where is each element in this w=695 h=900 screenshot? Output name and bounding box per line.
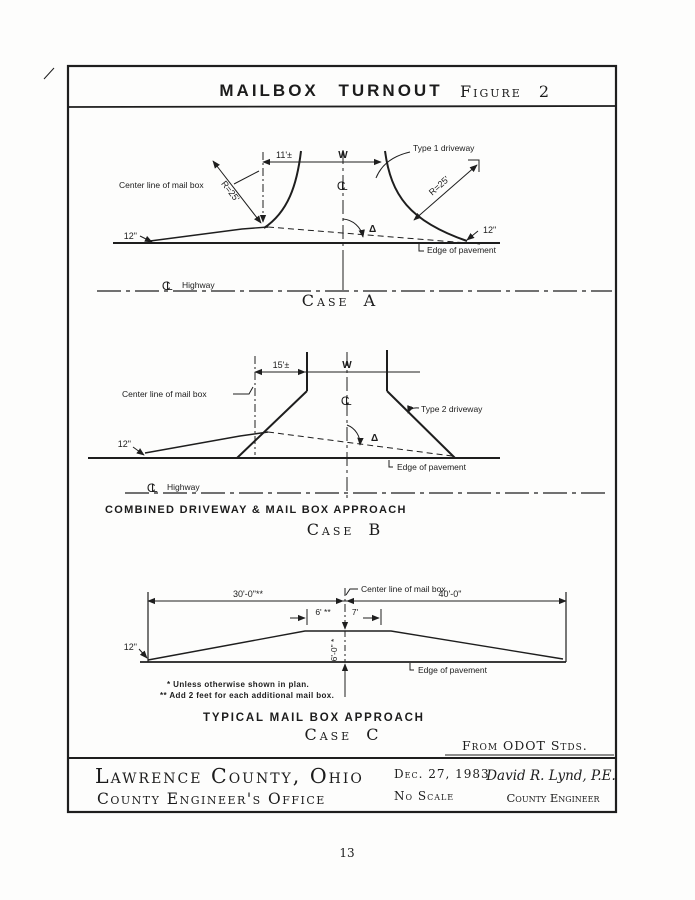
case-a-driveway-curve-right bbox=[385, 151, 467, 241]
source-note: From ODOT Stds. bbox=[462, 738, 588, 753]
county-name: Lawrence County, Ohio bbox=[95, 764, 364, 788]
case-a-curb-tick-left bbox=[140, 236, 152, 242]
case-a-radius-corner-mark bbox=[468, 160, 479, 172]
case-c-height-dimension: 6'-0" * bbox=[329, 638, 339, 662]
case-c-diagram bbox=[124, 584, 566, 744]
case-b-subtitle: COMBINED DRIVEWAY & MAIL BOX APPROACH bbox=[105, 504, 407, 516]
case-c-curb-label-left: 12" bbox=[123, 642, 137, 652]
case-b-curb-label-left: 12" bbox=[117, 439, 131, 449]
case-c-mailbox-centerline-label: Center line of mail box bbox=[361, 584, 446, 594]
case-c-mailbox-label-leader bbox=[346, 589, 358, 595]
drawing-date: Dec. 27, 1983 bbox=[394, 767, 490, 781]
case-c-edge-of-pavement-label: Edge of pavement bbox=[418, 665, 487, 675]
page-title: MAILBOX TURNOUT bbox=[219, 81, 443, 100]
case-c-inner-dimension-right: 7' bbox=[351, 607, 359, 617]
engineer-title: County Engineer bbox=[506, 791, 600, 805]
edge-of-pavement-tick bbox=[419, 244, 424, 251]
case-a-curb-tick-right bbox=[467, 231, 478, 240]
office-name: County Engineer's Office bbox=[97, 790, 326, 808]
case-a-offset-dimension: 11'± bbox=[275, 150, 293, 160]
case-c-inner-dimension-left: 6' ** bbox=[315, 607, 331, 617]
title-block bbox=[68, 738, 616, 808]
case-b-highway-label: Highway bbox=[167, 482, 200, 492]
case-a-centerline-symbol: CL bbox=[336, 179, 344, 193]
case-a-highway-label: Highway bbox=[182, 280, 215, 290]
case-a-driveway-type-label: Type 1 driveway bbox=[413, 143, 475, 153]
case-c-note-1: * Unless otherwise shown in plan. bbox=[167, 680, 310, 689]
page-number: 13 bbox=[339, 846, 355, 860]
case-a-radius-label-right: R=25' bbox=[426, 174, 452, 198]
case-a-curb-label-right: 12" bbox=[483, 225, 497, 235]
figure-number: Figure 2 bbox=[460, 82, 552, 101]
engineer-signature: David R. Lynd, P.E. bbox=[486, 768, 616, 784]
case-a-driveway-type-leader bbox=[376, 152, 410, 178]
drawing-scale: No Scale bbox=[394, 789, 455, 803]
case-b-edge-of-pavement-label: Edge of pavement bbox=[397, 462, 466, 472]
case-a-radius-arrow-right bbox=[414, 165, 477, 220]
case-a-edge-of-pavement-label: Edge of pavement bbox=[427, 245, 496, 255]
case-c-turnout-taper-line bbox=[148, 631, 563, 660]
case-a-delta-symbol: Δ bbox=[369, 224, 377, 235]
case-b-turnout-taper-line bbox=[145, 432, 268, 453]
case-a-width-label: W bbox=[338, 150, 348, 161]
sheet-border bbox=[68, 66, 616, 812]
case-b-flare-right bbox=[387, 391, 455, 458]
case-c-dimension-left: 30'-0"** bbox=[233, 589, 263, 599]
case-a-turnout-taper-line bbox=[150, 227, 268, 241]
case-c-dimension-right: 40'-0" bbox=[438, 589, 462, 599]
case-a-title: Case A bbox=[301, 291, 379, 310]
case-a-driveway-curve-left bbox=[264, 151, 301, 228]
case-b-width-label: W bbox=[342, 360, 352, 371]
case-a-diagram bbox=[97, 143, 612, 310]
case-a-curb-label-left: 12" bbox=[123, 231, 137, 241]
case-c-title: Case C bbox=[304, 725, 382, 744]
case-c-subtitle: TYPICAL MAIL BOX APPROACH bbox=[203, 712, 425, 724]
case-b-title: Case B bbox=[306, 520, 384, 539]
case-c-note-2: ** Add 2 feet for each additional mail box. bbox=[160, 691, 335, 700]
case-a-radius-label-left: R=25' bbox=[219, 178, 242, 204]
case-b-mailbox-centerline-label: Center line of mail box bbox=[122, 389, 207, 399]
case-b-delta-arc bbox=[347, 425, 360, 445]
case-b-curb-tick-left bbox=[133, 447, 144, 455]
case-c-curb-tick-left bbox=[139, 649, 147, 658]
case-a-highway-centerline-symbol: CL bbox=[161, 279, 169, 293]
case-b-offset-dimension: 15'± bbox=[272, 360, 290, 370]
case-b-delta-symbol: Δ bbox=[371, 433, 379, 444]
case-a-mailbox-label-leader bbox=[234, 171, 259, 184]
case-b-driveway-type-label: Type 2 driveway bbox=[421, 404, 483, 414]
case-b-mailbox-label-leader bbox=[233, 387, 253, 394]
case-b-highway-centerline-symbol: CL bbox=[146, 481, 154, 495]
case-a-mailbox-centerline-label: Center line of mail box bbox=[119, 180, 204, 190]
case-b-diagram bbox=[88, 350, 610, 539]
scan-mark bbox=[44, 68, 54, 79]
edge-of-pavement-tick bbox=[410, 663, 414, 670]
edge-of-pavement-tick bbox=[389, 460, 393, 467]
case-b-flare-left bbox=[237, 391, 307, 458]
case-b-centerline-symbol: CL bbox=[340, 394, 348, 408]
